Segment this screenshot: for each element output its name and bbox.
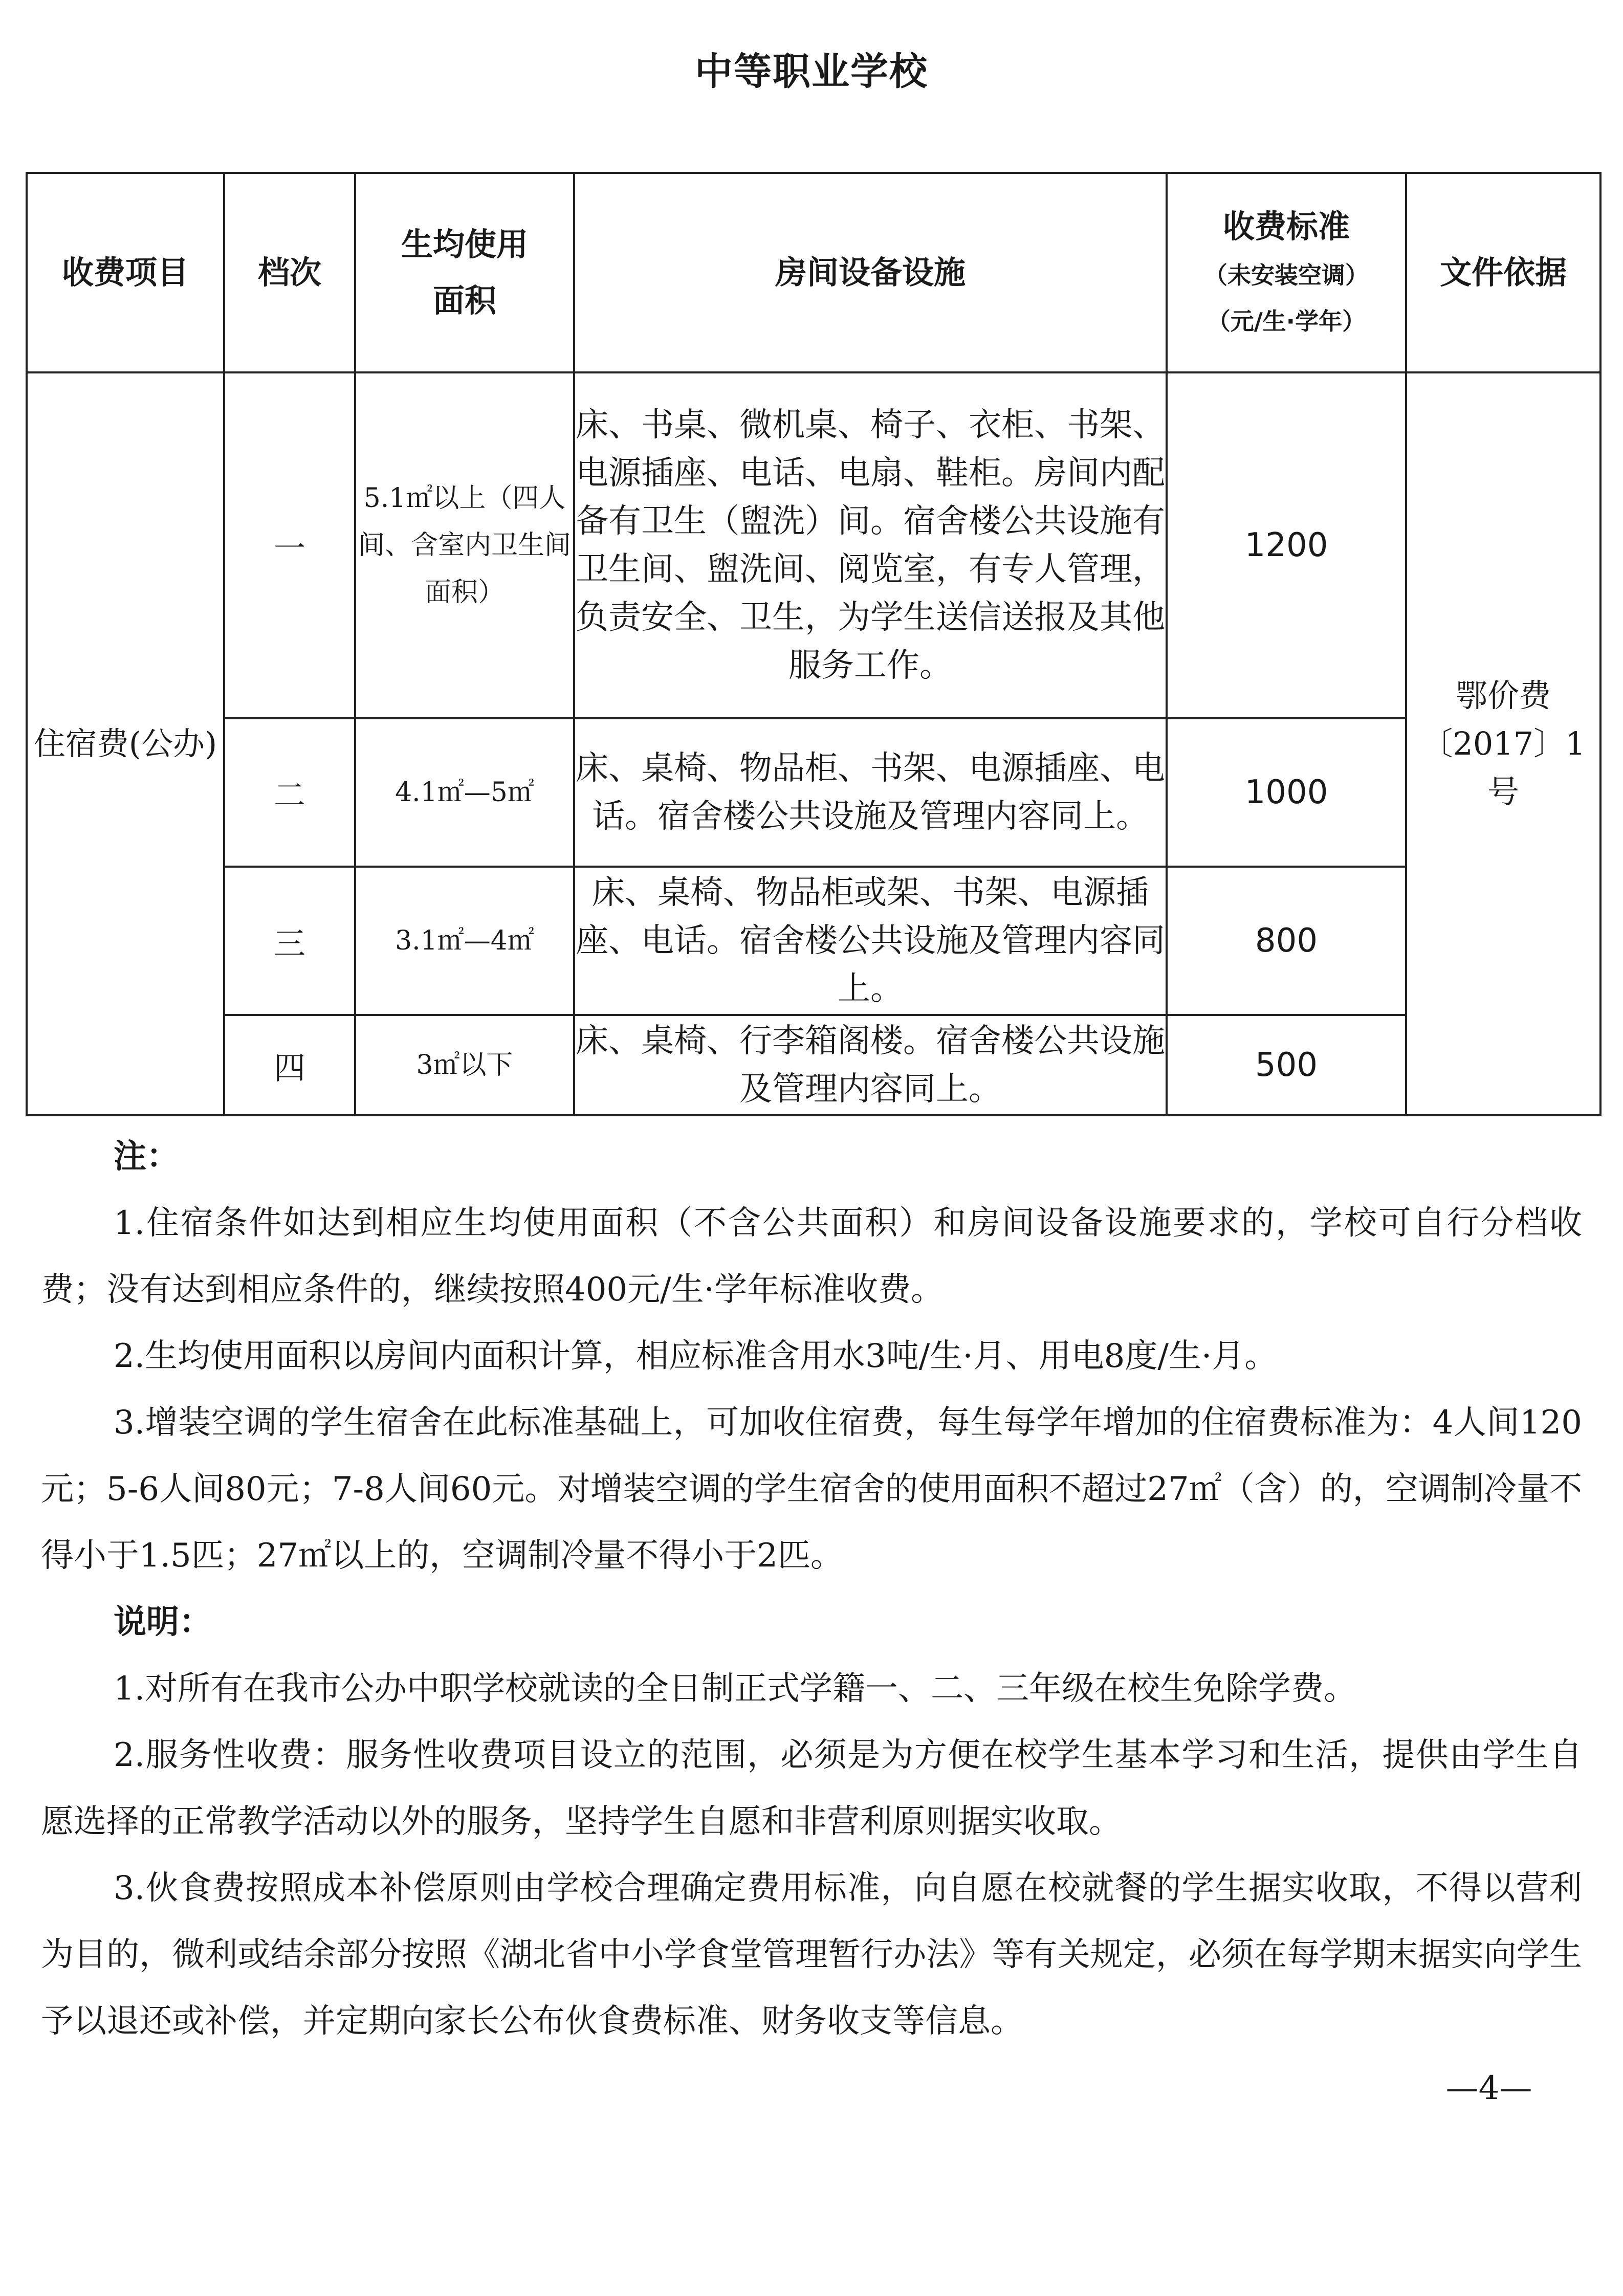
facilities-cell: 床、桌椅、物品柜或架、书架、电源插座、电话。宿舍楼公共设施及管理内容同上。 [574, 867, 1167, 1015]
notes-section [41, 1123, 1582, 2055]
explanation-item: 1.对所有在我市公办中职学校就读的全日制正式学籍一、二、三年级在校生免除学费。 [114, 1670, 1357, 1708]
area-cell: 3.1㎡—4㎡ [355, 867, 574, 1015]
facilities-cell: 床、书桌、微机桌、椅子、衣柜、书架、电源插座、电话、电扇、鞋柜。房间内配备有卫生（盥洗）间。宿舍楼公共设施有卫生间、盥洗间、阅览室，有专人管理，负责安全、卫生，为学生送信送报及其他服务工作。 [574, 372, 1167, 718]
header-basis: 文件依据 [1406, 173, 1600, 372]
header-fee [1167, 173, 1406, 372]
note-item: 2.生均使用面积以房间内面积计算，相应标准含用水3吨/生·月、用电8度/生·月。 [114, 1337, 1278, 1375]
area-cell: 3㎡以下 [355, 1015, 574, 1115]
fee-cell: 500 [1167, 1015, 1406, 1115]
tier-cell: 三 [224, 867, 355, 1015]
area-cell: 4.1㎡—5㎡ [355, 718, 574, 867]
table-row [27, 372, 1600, 718]
fee-table [26, 172, 1602, 1116]
page-title: 中等职业学校 [695, 50, 928, 94]
table-row [27, 718, 1600, 867]
explanation-item: 3.伙食费按照成本补偿原则由学校合理确定费用标准，向自愿在校就餐的学生据实收取，不得以营利为目的，微利或结余部分按照《湖北省中小学食堂管理暂行办法》等有关规定，必须在每学期末据实向学生予以退还或补偿，并定期向家长公布伙食费标准、财务收支等信息。 [41, 1869, 1582, 2040]
tier-cell: 二 [224, 718, 355, 867]
header-item: 收费项目 [27, 173, 224, 372]
table-row [27, 867, 1600, 1015]
fee-item-name: 住宿费(公办) [27, 372, 224, 1115]
tier-cell: 一 [224, 372, 355, 718]
fee-cell: 800 [1167, 867, 1406, 1015]
table-header-row [27, 173, 1600, 372]
note-item: 3.增装空调的学生宿舍在此标准基础上，可加收住宿费，每生每学年增加的住宿费标准为：4人间120元；5-6人间80元；7-8人间60元。对增装空调的学生宿舍的使用面积不超过27㎡（含）的，空调制冷量不得小于1.5匹；27㎡以上的，空调制冷量不得小于2匹。 [41, 1404, 1582, 1575]
facilities-cell: 床、桌椅、行李箱阁楼。宿舍楼公共设施及管理内容同上。 [574, 1015, 1167, 1115]
explanation-item: 2.服务性收费：服务性收费项目设立的范围，必须是为方便在校学生基本学习和生活，提供由学生自愿选择的正常教学活动以外的服务，坚持学生自愿和非营利原则据实收取。 [41, 1736, 1582, 1841]
document-basis: 鄂价费〔2017〕1号 [1406, 372, 1600, 1115]
fee-cell: 1000 [1167, 718, 1406, 867]
facilities-cell: 床、桌椅、物品柜、书架、电源插座、电话。宿舍楼公共设施及管理内容同上。 [574, 718, 1167, 867]
header-tier: 档次 [224, 173, 355, 372]
fee-cell: 1200 [1167, 372, 1406, 718]
area-cell: 5.1㎡以上（四人间、含室内卫生间面积） [355, 372, 574, 718]
header-fee-unit: （元/生·学年） [1207, 307, 1366, 335]
table-row [27, 1015, 1600, 1115]
header-area: 生均使用面积 [355, 173, 574, 372]
header-fee-note: （未安装空调） [1204, 261, 1369, 289]
header-fee-title: 收费标准 [1222, 208, 1350, 245]
page-number: —4— [1445, 2069, 1532, 2107]
note-item: 1.住宿条件如达到相应生均使用面积（不含公共面积）和房间设备设施要求的，学校可自行分档收费；没有达到相应条件的，继续按照400元/生·学年标准收费。 [41, 1204, 1582, 1309]
explanation-heading: 说明： [114, 1603, 212, 1641]
tier-cell: 四 [224, 1015, 355, 1115]
header-facilities: 房间设备设施 [574, 173, 1167, 372]
notes-heading: 注： [114, 1138, 179, 1176]
